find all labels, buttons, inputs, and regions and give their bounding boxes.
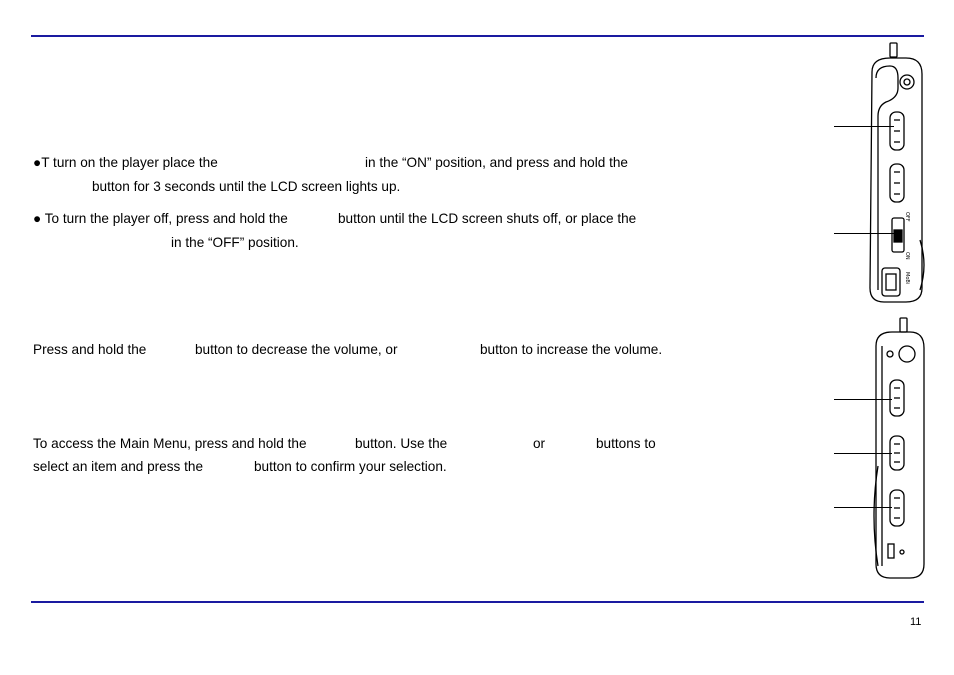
menu-text-b: button. Use the [355,436,448,451]
menu-text-e: select an item and press the [33,459,204,474]
device-side-view-top [862,40,932,306]
antenna-top [890,43,897,57]
headphone-jack [900,75,914,89]
menu-text-c: or [533,436,546,451]
volume-text-c: button to increase the volume. [480,342,663,357]
reset-hole [900,550,904,554]
power-text-2: button for 3 seconds until the LCD screen lights up. [92,179,401,194]
headphone-jack-bottom [899,346,915,362]
power-text-1a: ●T turn on the player place the [33,155,218,170]
power-text-3a: ● To turn the player off, press and hold the [33,211,288,226]
top-rule [31,35,924,37]
power-text-4: in the “OFF” position. [171,235,299,250]
menu-text-f: button to confirm your selection. [254,459,447,474]
power-text-3b: button until the LCD screen shuts off, or place the [338,211,637,226]
power-text-1b: in the “ON” position, and press and hold the [365,155,628,170]
port-label: MoBi [904,272,910,285]
volume-text-a: Press and hold the [33,342,147,357]
volume-text-b: button to decrease the volume, or [195,342,398,357]
usb-port [882,268,900,296]
page-number: 11 [910,616,922,628]
device-side-view-bottom [862,316,932,582]
bottom-rule [31,601,924,603]
switch-on-label: ON [904,252,910,260]
switch-off-label: OFF [904,212,910,222]
antenna-bottom [900,318,907,332]
menu-text-d: buttons to [596,436,656,451]
menu-text-a: To access the Main Menu, press and hold the [33,436,307,451]
device-body-outline-bottom [876,332,924,578]
